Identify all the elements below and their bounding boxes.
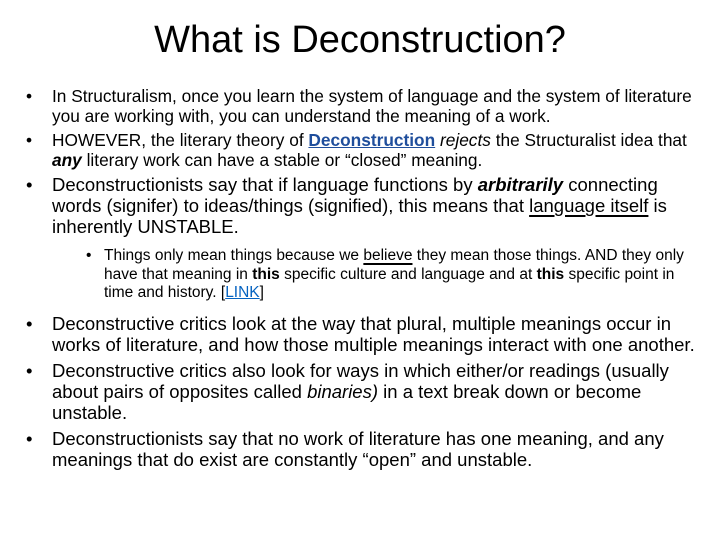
bullet-point-icon: • — [86, 247, 92, 264]
bullet-binaries — [24, 360, 702, 423]
bullet-text: Deconstructionists say that if language functions by — [52, 174, 478, 195]
bullet-text: specific culture and language and at — [279, 265, 537, 283]
emphasis-binaries: binaries) — [307, 380, 379, 402]
bullet-point-icon: • — [26, 174, 33, 195]
bullet-text: literary work can have a stable or “closed” meaning. — [81, 150, 483, 170]
bullet-deconstructionists-language — [24, 174, 702, 237]
bullet-point-icon: • — [26, 312, 33, 334]
bullet-point-icon: • — [26, 130, 33, 150]
bullet-text: in a text break down or become unstable. — [52, 380, 642, 423]
bullet-text: the Structuralist idea that — [490, 130, 687, 150]
bullet-no-one-meaning — [24, 428, 702, 470]
bullet-text: ] — [259, 284, 264, 301]
bullet-structuralism — [24, 86, 702, 126]
bullet-plural-meanings — [24, 313, 702, 355]
emphasis-this: this — [252, 265, 280, 283]
bullet-text: Deconstructionists say that no work of literature has one meaning, and any meanings that do exist are constantly “open” and unstable. — [52, 427, 664, 470]
bullet-text: is inherently UNSTABLE. — [52, 195, 667, 237]
bullet-point-icon: • — [26, 359, 33, 381]
link-reference[interactable]: LINK — [225, 284, 260, 301]
sub-bullet-meaning — [80, 247, 702, 303]
bullet-text: Deconstructive critics also look for ways in which either/or readings (usually about pairs of opposites called — [52, 359, 669, 402]
bullet-text: Things only mean things because we — [104, 247, 364, 264]
bullet-text: they mean those things. AND they only have that meaning in — [104, 247, 684, 283]
bullet-point-icon: • — [26, 86, 33, 106]
bullet-text: connecting words (signifer) to ideas/things (signified), this means that — [52, 174, 658, 216]
slide-title: What is Deconstruction? — [154, 19, 566, 61]
emphasis-arbitrarily: arbitrarily — [477, 174, 564, 195]
bullet-point-icon: • — [26, 427, 33, 449]
bullet-text: specific point in time and history. [ — [104, 265, 675, 301]
emphasis-any: any — [52, 150, 82, 170]
bullet-however — [24, 130, 702, 170]
emphasis-this: this — [536, 265, 565, 283]
bullet-text: HOWEVER, the literary theory of — [52, 130, 309, 150]
emphasis-language-itself: language itself — [529, 195, 649, 216]
bullet-text: Deconstructive critics look at the way that plural, multiple meanings occur in works of literature, and how those multiple meanings interact with one another. — [52, 312, 695, 355]
emphasis-believe: believe — [363, 247, 413, 264]
bullet-text: In Structuralism, once you learn the system of language and the system of literature you are working with, you can understand the meaning of a work. — [52, 86, 692, 126]
bullet-list — [24, 86, 702, 475]
deconstruction-term-link[interactable]: Deconstruction — [308, 130, 436, 150]
emphasis-rejects: rejects — [439, 130, 491, 150]
